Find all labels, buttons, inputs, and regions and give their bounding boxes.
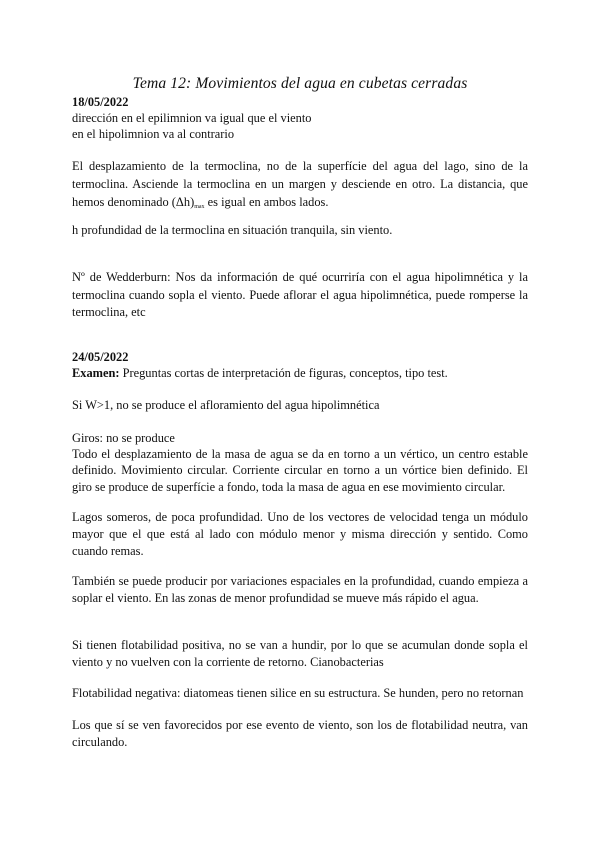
paragraph-flotabilidad-neutra: Los que sí se ven favorecidos por ese evento de viento, son los de flotabilidad neutra, van circulando.: [72, 718, 528, 749]
exam-text: Preguntas cortas de interpretación de figuras, conceptos, tipo test.: [119, 366, 448, 380]
exam-label: Examen:: [72, 366, 120, 380]
paragraph-flotabilidad-positiva: Si tienen flotabilidad positiva, no se van a hundir, por lo que se acumulan donde sopla el viento y no vuelven con la corriente de retorno. Cianobacterias: [72, 638, 528, 669]
document-title: Tema 12: Movimientos del agua en cubetas cerradas: [132, 75, 468, 92]
date-heading-1: 18/05/2022: [72, 95, 129, 109]
paragraph-wedderburn-condition: Si W>1, no se produce el afloramiento del agua hipolimnética: [72, 398, 380, 412]
paragraph-variaciones-profundidad: También se puede producir por variaciones espaciales en la profundidad, cuando empieza a soplar el viento. En las zonas de menor profundidad se mueve más rápido el agua.: [72, 574, 528, 605]
note-line-hipolimnion: en el hipolimnion va al contrario: [72, 127, 235, 141]
note-line-epilimnion: dirección en el epilimnion va igual que el viento: [72, 111, 312, 125]
date-heading-2: 24/05/2022: [72, 350, 129, 364]
paragraph-profundidad: h profundidad de la termoclina en situación tranquila, sin viento.: [72, 223, 393, 237]
paragraph-wedderburn: Nº de Wedderburn: Nos da información de qué ocurriría con el agua hipolimnética y la termoclina cuando sopla el viento. Puede aflorar el agua hipolimnética, puede romperse la termoclina, etc: [72, 270, 528, 319]
giros-heading: Giros: no se produce: [72, 431, 175, 445]
paragraph-giros: Todo el desplazamiento de la masa de agua se da en torno a un vértico, un centro estable definido. Movimiento circular. Corriente circular en torno a un vórtice bien definido. El giro se produce de superfície a fondo, toda la masa de agua en ese movimiento circular.: [72, 447, 528, 494]
subscript-max: max: [194, 204, 205, 210]
paragraph-termoclina-text: El desplazamiento de la termoclina, no de la superfície del agua del lago, sino de la termoclina. Asciende la termoclina en un margen y desciende en otro. La distancia, que hemos denominado (Δh): [72, 159, 528, 209]
exam-line: [72, 365, 528, 381]
paragraph-lagos-someros: Lagos someros, de poca profundidad. Uno de los vectores de velocidad tenga un módulo mayor que el que está al lado con módulo menor y misma dirección y sentido. Como cuando remas.: [72, 510, 528, 558]
paragraph-termoclina-end: es igual en ambos lados.: [204, 195, 329, 209]
paragraph-flotabilidad-negativa: Flotabilidad negativa: diatomeas tienen silice en su estructura. Se hunden, pero no retornan: [72, 686, 524, 700]
paragraph-termoclina: [72, 157, 528, 211]
